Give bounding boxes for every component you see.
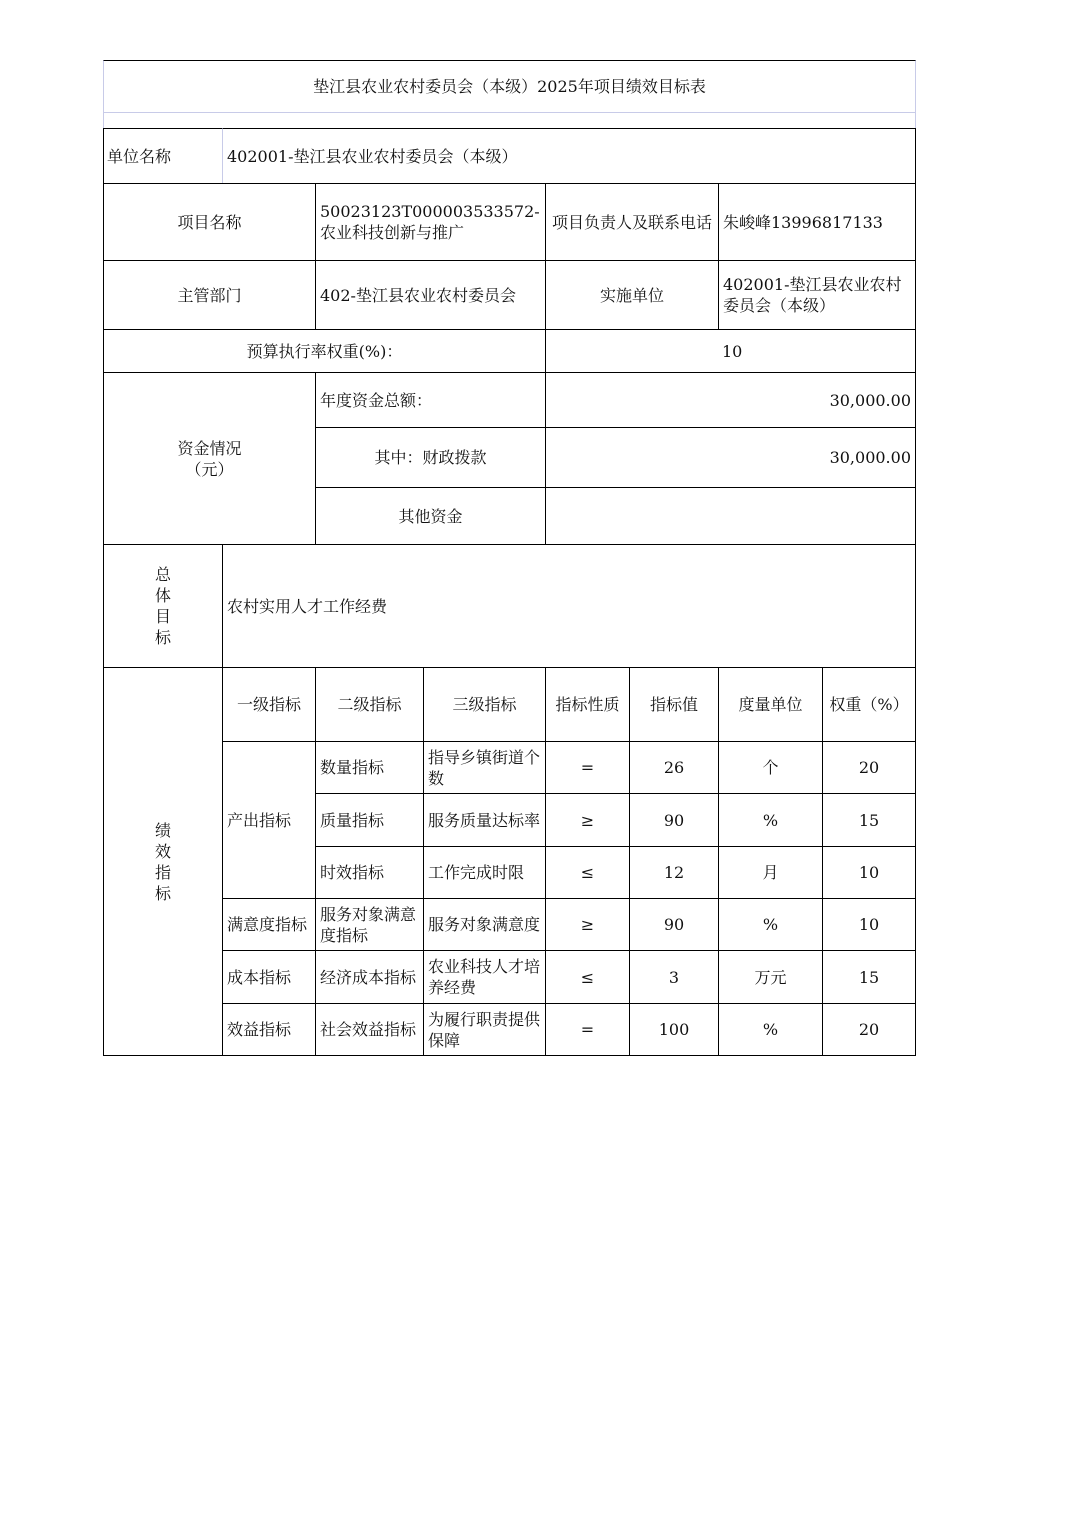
funds-total-value: 30,000.00 [545, 372, 916, 428]
department-label: 主管部门 [103, 260, 316, 330]
header-weight: 权重（%） [822, 667, 916, 742]
header-value: 指标值 [629, 667, 719, 742]
indicator-unit: % [718, 1003, 823, 1056]
goal-label-char: 总 [154, 565, 171, 584]
performance-label-char: 标 [154, 883, 171, 903]
indicator-nature: = [545, 1003, 630, 1056]
indicator-group: 产出指标 [222, 741, 316, 899]
indicator-unit: 个 [718, 741, 823, 794]
funds-other-label: 其他资金 [315, 487, 546, 545]
indicator-level3: 工作完成时限 [423, 846, 546, 899]
indicator-level2: 时效指标 [315, 846, 424, 899]
goal-label-char: 体 [154, 586, 171, 605]
indicator-weight: 10 [822, 846, 916, 899]
indicator-weight: 20 [822, 741, 916, 794]
indicator-level3: 为履行职责提供保障 [423, 1003, 546, 1056]
indicator-level2: 数量指标 [315, 741, 424, 794]
performance-label-char: 效 [154, 841, 171, 861]
impl-unit-label: 实施单位 [545, 260, 719, 330]
indicator-group: 效益指标 [222, 1003, 316, 1056]
indicator-value: 26 [629, 741, 719, 794]
indicator-level2: 社会效益指标 [315, 1003, 424, 1056]
indicator-weight: 15 [822, 950, 916, 1004]
indicator-level3: 服务质量达标率 [423, 793, 546, 847]
indicator-nature: ≤ [545, 846, 630, 899]
table-title: 垫江县农业农村委员会（本级）2025年项目绩效目标表 [103, 60, 916, 113]
indicator-nature: = [545, 741, 630, 794]
indicator-level2: 服务对象满意度指标 [315, 898, 424, 951]
indicator-value: 12 [629, 846, 719, 899]
unit-label: 单位名称 [103, 128, 223, 184]
department-value: 402-垫江县农业农村委员会 [315, 260, 546, 330]
indicator-group: 成本指标 [222, 950, 316, 1004]
funds-label-line1: 资金情况 [177, 438, 242, 458]
funds-fiscal-value: 30,000.00 [545, 427, 916, 488]
goal-label-char: 目 [154, 607, 171, 626]
performance-label-char: 绩 [154, 820, 171, 840]
funds-fiscal-label: 其中：财政拨款 [315, 427, 546, 488]
title-spacer [103, 112, 916, 129]
indicator-unit: % [718, 898, 823, 951]
contact-label: 项目负责人及联系电话 [545, 183, 719, 261]
indicator-value: 100 [629, 1003, 719, 1056]
project-label: 项目名称 [103, 183, 316, 261]
indicator-level3: 服务对象满意度 [423, 898, 546, 951]
indicator-weight: 10 [822, 898, 916, 951]
unit-value: 402001-垫江县农业农村委员会（本级） [222, 128, 916, 184]
contact-value: 朱峻峰13996817133 [718, 183, 916, 261]
funds-label-line2: （元） [185, 459, 234, 479]
indicator-unit: 月 [718, 846, 823, 899]
indicator-level3: 农业科技人才培养经费 [423, 950, 546, 1004]
impl-unit-value: 402001-垫江县农业农村委员会（本级） [718, 260, 916, 330]
indicator-nature: ≤ [545, 950, 630, 1004]
goal-label-char: 标 [154, 628, 171, 647]
budget-weight-label: 预算执行率权重(%)： [103, 329, 546, 373]
indicator-level3: 指导乡镇街道个数 [423, 741, 546, 794]
goal-label [103, 544, 223, 668]
indicator-value: 90 [629, 898, 719, 951]
header-nature: 指标性质 [545, 667, 630, 742]
indicator-nature: ≥ [545, 898, 630, 951]
indicator-level2: 质量指标 [315, 793, 424, 847]
project-value: 50023123T000003533572-农业科技创新与推广 [315, 183, 546, 261]
header-level1: 一级指标 [222, 667, 316, 742]
indicator-level2: 经济成本指标 [315, 950, 424, 1004]
indicator-unit: 万元 [718, 950, 823, 1004]
funds-other-value [545, 487, 916, 545]
indicator-value: 3 [629, 950, 719, 1004]
performance-label-char: 指 [154, 862, 171, 882]
goal-value: 农村实用人才工作经费 [222, 544, 916, 668]
header-level3: 三级指标 [423, 667, 546, 742]
performance-label [103, 667, 223, 1056]
indicator-value: 90 [629, 793, 719, 847]
indicator-group: 满意度指标 [222, 898, 316, 951]
funds-label [103, 372, 316, 545]
budget-weight-value: 10 [545, 329, 916, 373]
indicator-weight: 20 [822, 1003, 916, 1056]
indicator-nature: ≥ [545, 793, 630, 847]
header-level2: 二级指标 [315, 667, 424, 742]
funds-total-label: 年度资金总额： [315, 372, 546, 428]
indicator-unit: % [718, 793, 823, 847]
indicator-weight: 15 [822, 793, 916, 847]
header-unit: 度量单位 [718, 667, 823, 742]
